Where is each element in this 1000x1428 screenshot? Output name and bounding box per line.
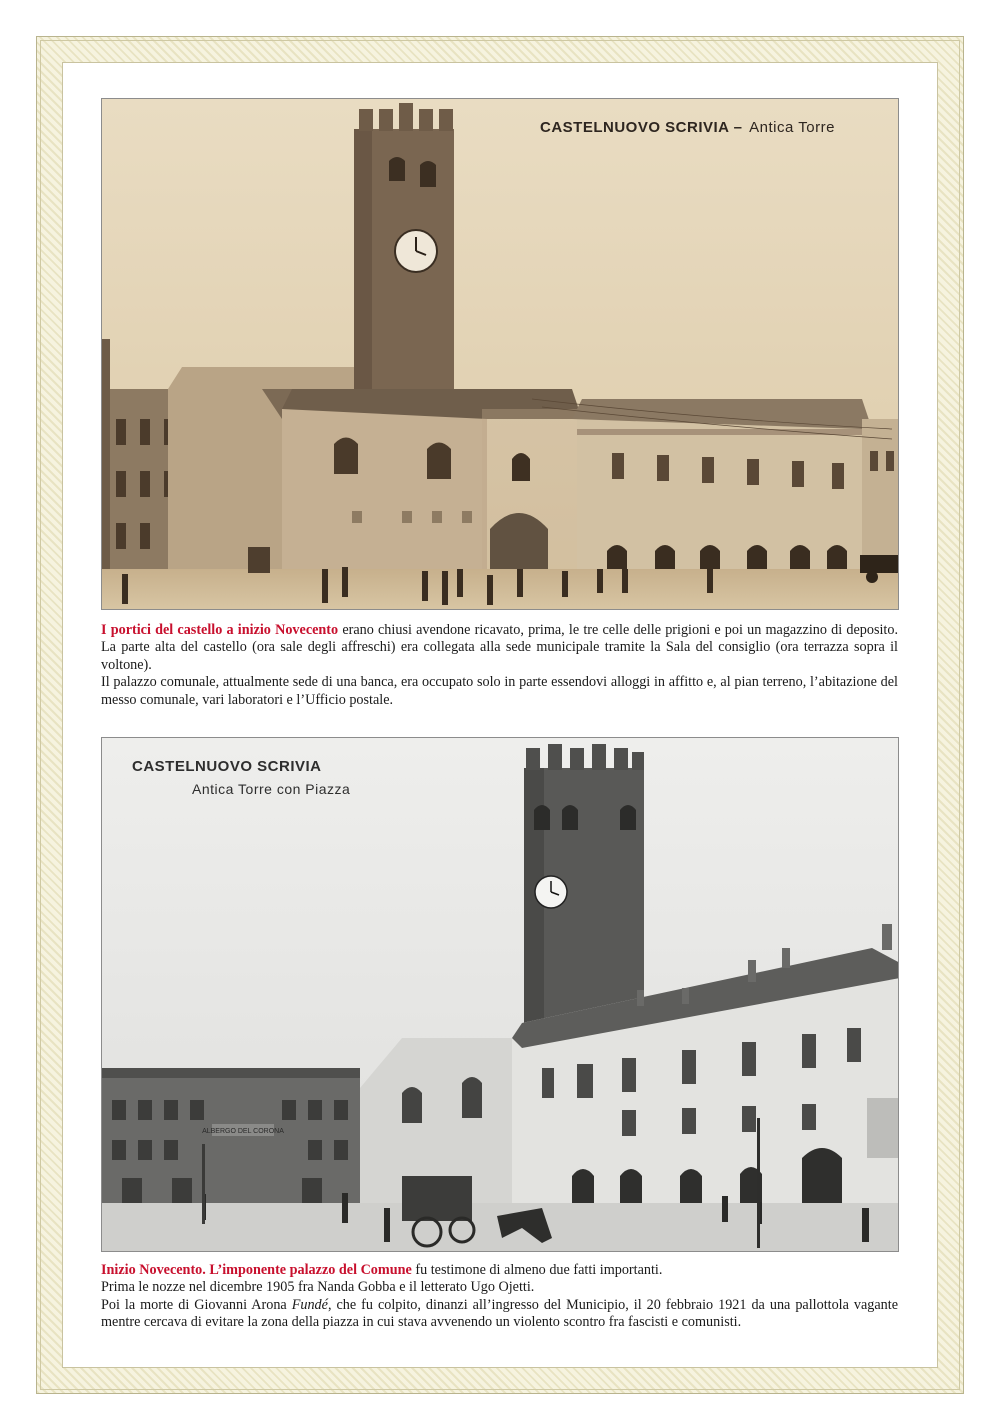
- caption-text: erano chiusi avendone ricavato, prima, le tre celle delle prigioni e poi un magazzino di deposito. La parte alta del castello (ora sale degli affreschi) era collegata alla sede municipale tramite la Sala del consiglio (ora terrazza sopra il voltone).: [101, 622, 898, 673]
- caption-text: Prima le nozze nel dicembre 1905 fra Nanda Gobba e il letterato Ugo Ojetti.: [101, 1279, 535, 1296]
- caption-palazzo-comune: [101, 1262, 898, 1332]
- caption-text: , che fu colpito, dinanzi all’ingresso del Municipio, il 20 febbraio 1921 da una pallottola vagante mentre cercava di evitare la zona della piazza in cui stava avvenendo un violento scontro fra fascisti e comunisti.: [101, 1296, 899, 1331]
- caption-portici: [101, 622, 898, 709]
- caption-paragraph: [101, 1297, 898, 1332]
- postcard-title: [540, 119, 835, 136]
- caption-text: Poi la morte di Giovanni Arona: [101, 1296, 292, 1313]
- postcard-subtitle: [192, 781, 350, 797]
- caption-italic-name: Fundé: [291, 1296, 328, 1313]
- caption-text: fu testimone di almeno due fatti importanti.: [411, 1262, 663, 1278]
- postcard-title-dash: –: [733, 119, 743, 136]
- caption-paragraph: [101, 622, 898, 674]
- caption-highlight: Inizio Novecento. L’imponente palazzo del Comune: [101, 1262, 412, 1278]
- postcard-title-subject: Antica Torre: [749, 119, 835, 136]
- grayscale-piazza-illustration: [102, 738, 899, 1252]
- caption-paragraph: [101, 1279, 898, 1296]
- sepia-tower-illustration: [102, 99, 899, 610]
- caption-paragraph: [101, 674, 898, 709]
- postcard-title: [132, 758, 322, 775]
- postcard-photo-antica-torre: [101, 98, 899, 610]
- postcard-title-place: CASTELNUOVO SCRIVIA: [132, 758, 322, 775]
- caption-paragraph: [101, 1262, 898, 1279]
- caption-text: Il palazzo comunale, attualmente sede di una banca, era occupato solo in parte essendovi alloggi in affitto e, al pian terreno, l’abitazione del messo comunale, vari laboratori e l’Ufficio postale.: [101, 674, 898, 708]
- albergo-sign: ALBERGO DEL CORONA: [202, 1128, 284, 1135]
- caption-highlight: I portici del castello a inizio Novecento: [101, 622, 339, 638]
- postcard-subtitle-text: Antica Torre con Piazza: [192, 781, 351, 797]
- postcard-photo-torre-con-piazza: [101, 737, 899, 1252]
- postcard-title-place: CASTELNUOVO SCRIVIA: [540, 119, 729, 136]
